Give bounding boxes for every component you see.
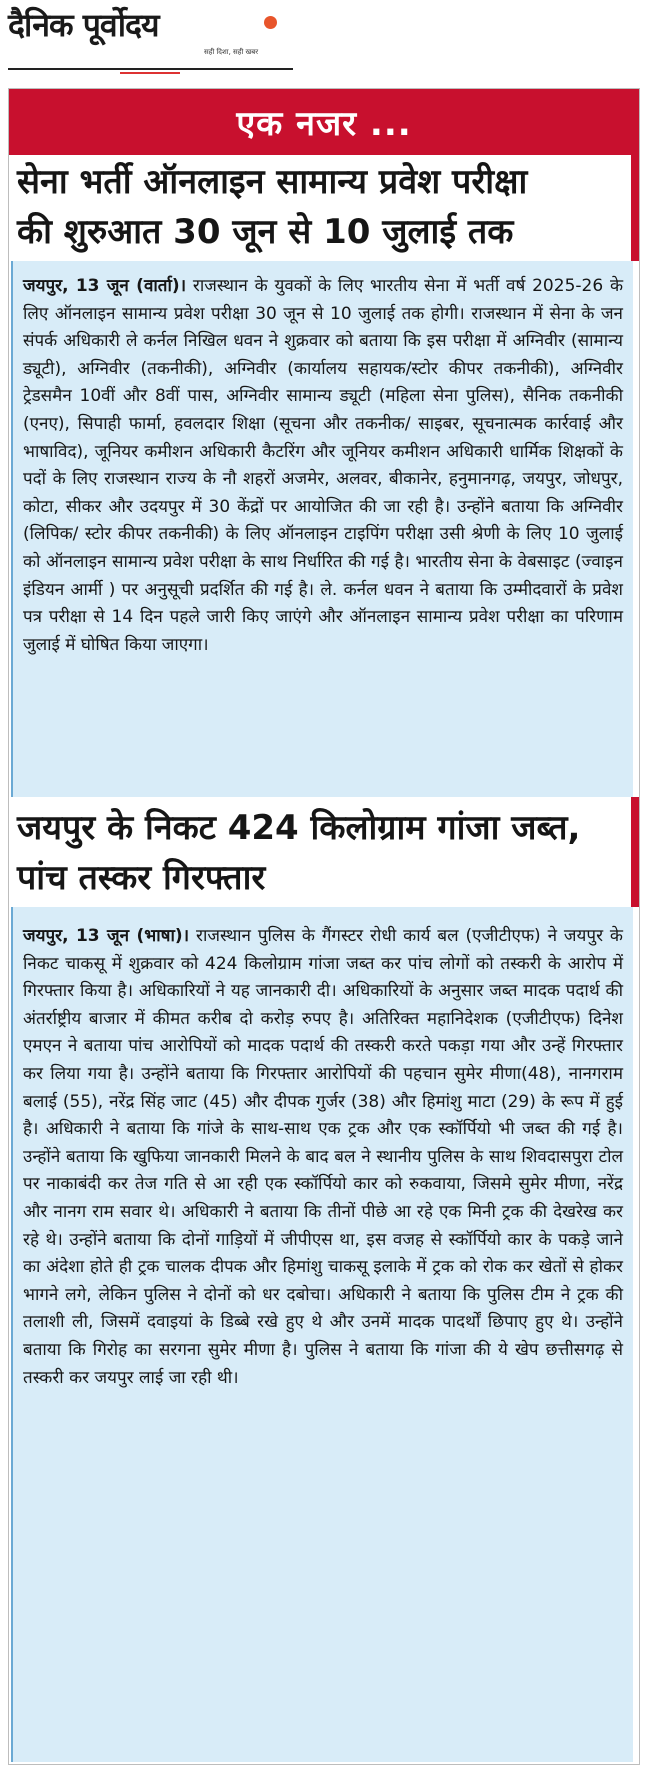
newspaper-logo: दैनिक पूर्वोदय bbox=[8, 6, 159, 44]
article-1-text bbox=[23, 273, 623, 659]
section-title: एक नजर ... bbox=[236, 104, 412, 144]
article-2-headline-line-1: जयपुर के निकट 424 किलोग्राम गांजा जब्त, bbox=[17, 808, 581, 848]
masthead-rule bbox=[8, 68, 293, 70]
masthead-accent-rule bbox=[120, 72, 180, 74]
masthead bbox=[8, 4, 288, 64]
article-2-text bbox=[23, 923, 623, 1392]
article-2-body bbox=[11, 907, 633, 1762]
article-1-dateline: जयपुर, 13 जून (वार्ता)। bbox=[23, 276, 187, 296]
article-1-body bbox=[11, 261, 633, 797]
article-1-headline bbox=[9, 155, 639, 261]
section-banner bbox=[9, 89, 639, 155]
newspaper-tagline: सही दिशा, सही खबर bbox=[204, 48, 259, 56]
logo-sun-icon bbox=[264, 16, 277, 29]
article-1-headline-line-2: की शुरुआत 30 जून से 10 जुलाई तक bbox=[17, 212, 514, 252]
article-1-paragraph: राजस्थान के युवकों के लिए भारतीय सेना में भर्ती वर्ष 2025-26 के लिए ऑनलाइन सामान्य प्रवेश परीक्षा 30 जून से 10 जुलाई तक होगी। राजस्थान में सेना के जन संपर्क अधिकारी ले कर्नल निखिल धवन ने शुक्रवार को बताया कि इस परीक्षा में अग्निवीर (सामान्य ड्यूटी), अग्निवीर (तकनीकी), अग्निवीर (कार्यालय सहायक/स्टोर कीपर तकनीकी), अग्निवीर ट्रेडसमैन 10वीं और 8वीं पास, अग्निवीर सामान्य ड्यूटी (महिला सेना पुलिस), सैनिक तकनीकी (एनए), सिपाही फार्मा, हवलदार शिक्षा (सूचना और तकनीक/ साइबर, सूचनात्मक कार्रवाई और भाषाविद), जूनियर कमीशन अधिकारी कैटरिंग और जूनियर कमीशन अधिकारी धार्मिक शिक्षकों के पदों के लिए राजस्थान राज्य के नौ शहरों अजमेर, अलवर, बीकानेर, हनुमानगढ़, जयपुर, जोधपुर, कोटा, सीकर और उदयपुर में 30 केंद्रों पर आयोजित की जा रही है। उन्होंने बताया कि अग्निवीर (लिपिक/ स्टोर कीपर तकनीकी) के लिए ऑनलाइन टाइपिंग परीक्षा उसी श्रेणी के लिए 10 जुलाई को ऑनलाइन सामान्य प्रवेश परीक्षा के साथ निर्धारित की गई है। भारतीय सेना के वेबसाइट (ज्वाइन इंडियन आर्मी ) पर अनुसूची प्रदर्शित की गई है। ले. कर्नल धवन ने बताया कि उम्मीदवारों के प्रवेश पत्र परीक्षा से 14 दिन पहले जारी किए जाएंगे और ऑनलाइन सामान्य प्रवेश परीक्षा का परिणाम जुलाई में घोषित किया जाएगा। bbox=[23, 276, 624, 655]
article-2-headline-line-2: पांच तस्कर गिरफ्तार bbox=[17, 858, 266, 898]
article-2-dateline: जयपुर, 13 जून (भाषा)। bbox=[23, 926, 190, 946]
news-page bbox=[8, 88, 640, 1765]
article-1-headline-line-1: सेना भर्ती ऑनलाइन सामान्य प्रवेश परीक्षा bbox=[17, 162, 528, 202]
article-2-headline bbox=[9, 797, 639, 907]
article-2-paragraph: राजस्थान पुलिस के गैंगस्टर रोधी कार्य बल (एजीटीएफ) ने जयपुर के निकट चाकसू में शुक्रवार को 424 किलोग्राम गांजा जब्त कर पांच लोगों को तस्करी के आरोप में गिरफ्तार किया है। अधिकारियों ने यह जानकारी दी। अधिकारियों के अनुसार जब्त मादक पदार्थ की अंतर्राष्ट्रीय बाजार में कीमत करीब दो करोड़ रुपए है। अतिरिक्त महानिदेशक (एजीटीएफ) दिनेश एमएन ने बताया पांच आरोपियों को मादक पदार्थ की तस्करी करते पकड़ा गया और उन्हें गिरफ्तार कर लिया गया है। उन्होंने बताया कि गिरफ्तार आरोपियों की पहचान सुमेर मीणा(48), नानगराम बलाई (55), नरेंद्र सिंह जाट (45) और दीपक गुर्जर (38) और हिमांशु माटा (29) के रूप में हुई है। अधिकारी ने बताया कि गांजे के साथ-साथ एक ट्रक और एक स्कॉर्पियो भी जब्त की गई है। उन्होंने बताया कि खुफिया जानकारी मिलने के बाद बल ने स्थानीय पुलिस के साथ शिवदासपुरा टोल पर नाकाबंदी कर तेज गति से आ रही एक स्कॉर्पियो कार को रुकवाया, जिसमे सुमेर मीणा, नरेंद्र और नानग राम सवार थे। अधिकारी ने बताया कि तीनों पीछे आ रहे एक मिनी ट्रक की देखरेख कर रहे थे। उन्होंने बताया कि दोनों गाड़ियों में जीपीएस था, इस वजह से स्कॉर्पियो कार के पकड़े जाने का अंदेशा होते ही ट्रक चालक दीपक और हिमांशु चाकसू इलाके में ट्रक को रोक कर खेतों से होकर भागने लगे, लेकिन पुलिस ने दोनों को धर दबोचा। अधिकारी ने बताया कि पुलिस टीम ने ट्रक की तलाशी ली, जिसमें दवाइयां के डिब्बे रखे हुए थे और उनमें मादक पादर्थों छिपाए हुए थे। उन्होंने बताया कि गिरोह का सरगना सुमेर मीणा है। पुलिस ने बताया कि गांजा की ये खेप छत्तीसगढ़ से तस्करी कर जयपुर लाई जा रही थी। bbox=[23, 926, 623, 1388]
